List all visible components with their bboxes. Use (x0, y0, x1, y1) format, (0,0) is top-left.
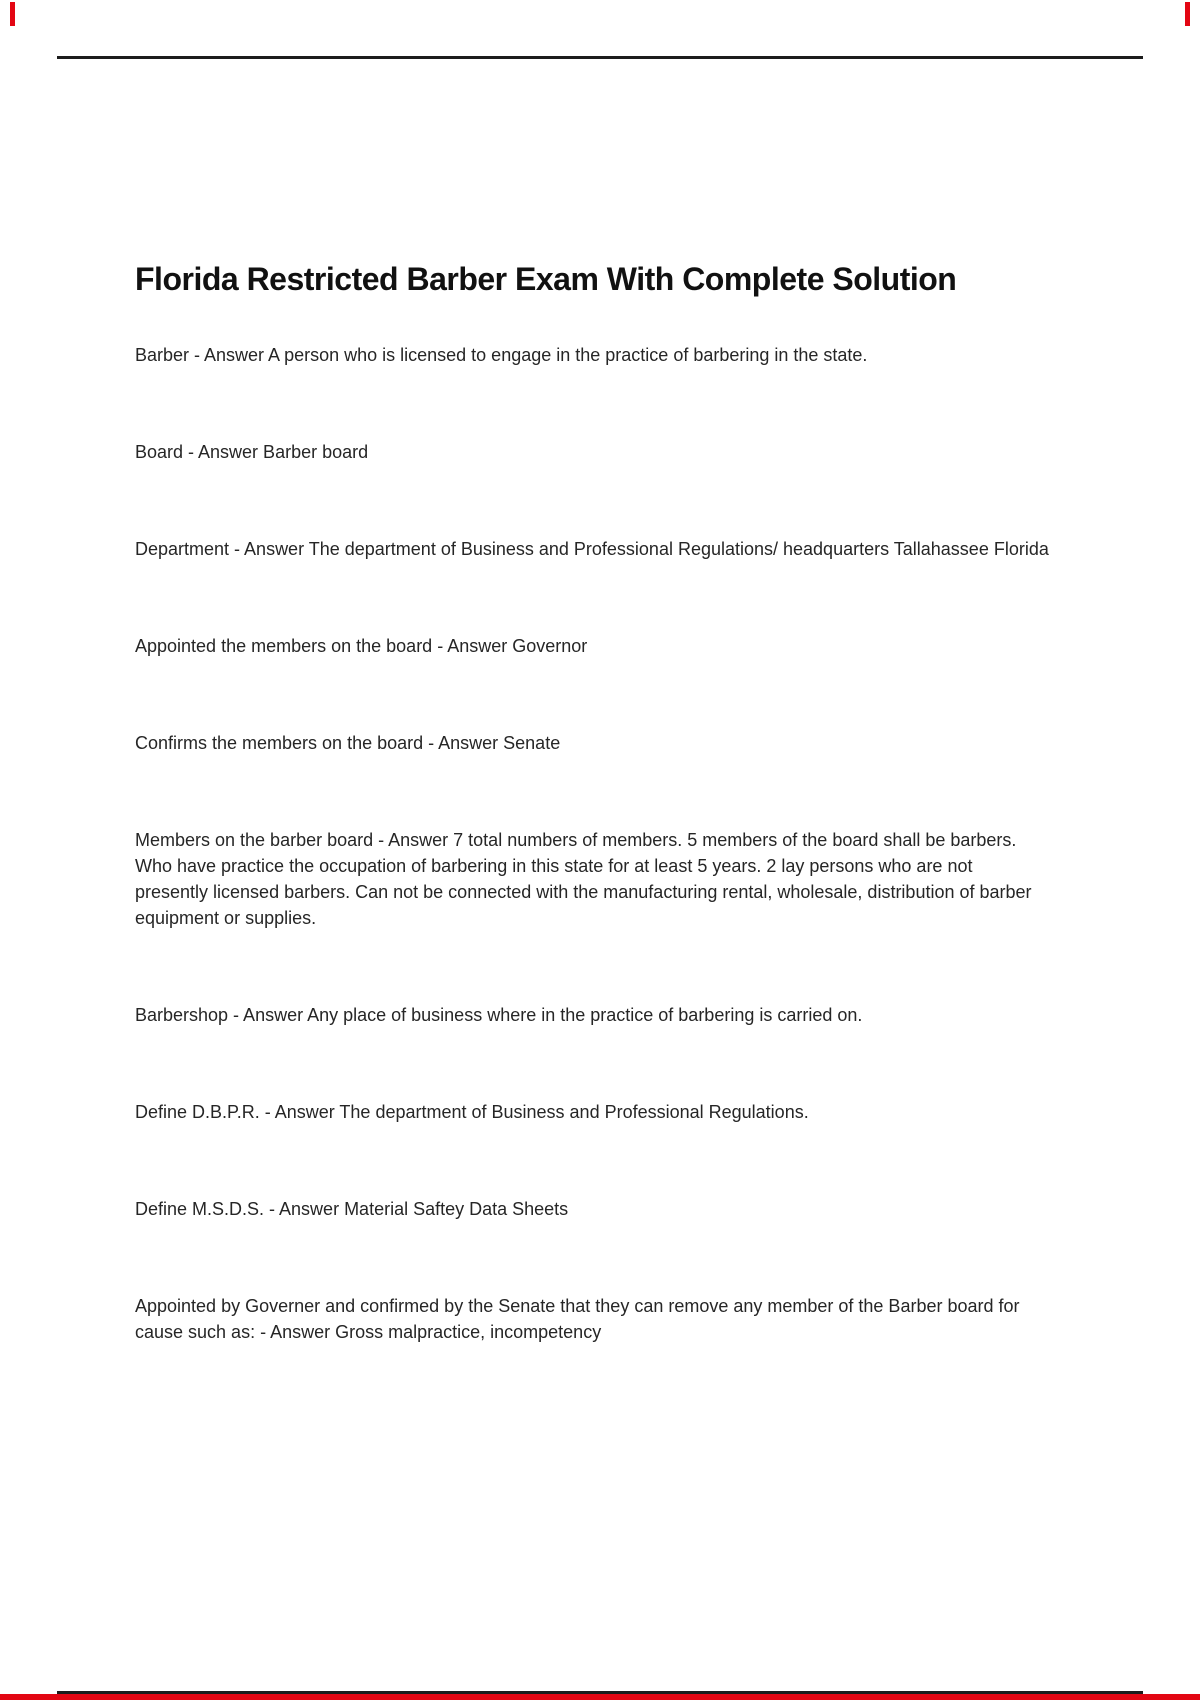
qa-paragraph-define-msds: Define M.S.D.S. - Answer Material Saftey Data Sheets (135, 1199, 569, 1219)
page-title: Florida Restricted Barber Exam With Complete Solution (135, 261, 957, 297)
qa-paragraph-board: Board - Answer Barber board (135, 442, 369, 462)
page-cut-marker-top-left (10, 2, 15, 26)
qa-paragraph-confirms-members: Confirms the members on the board - Answer Senate (135, 733, 561, 753)
qa-paragraph-define-dbpr: Define D.B.P.R. - Answer The department of Business and Professional Regulations. (135, 1102, 809, 1122)
qa-paragraph-removal-for-cause: Appointed by Governer and confirmed by the Senate that they can remove any member of the Barber board for cause such as: - Answer Gross malpractice, incompetency (135, 1296, 1020, 1342)
page-cut-marker-bottom (0, 1694, 1200, 1700)
qa-paragraph-barber: Barber - Answer A person who is licensed to engage in the practice of barbering in the state. (135, 345, 868, 365)
page-cut-marker-top-right (1185, 2, 1190, 26)
qa-paragraph-barbershop: Barbershop - Answer Any place of business where in the practice of barbering is carried on. (135, 1005, 863, 1025)
qa-paragraph-appointed-members: Appointed the members on the board - Answer Governor (135, 636, 588, 656)
document-content (135, 0, 1050, 1345)
qa-paragraph-department: Department - Answer The department of Business and Professional Regulations/ headquarters Tallahassee Florida (135, 539, 1049, 559)
qa-paragraph-members-on-board: Members on the barber board - Answer 7 total numbers of members. 5 members of the board shall be barbers. Who have practice the occupation of barbering in this state for at least 5 years. 2 lay persons who are not presently licensed barbers. Can not be connected with the manufacturing rental, wholesale, distribution of barber equipment or supplies. (135, 830, 1032, 928)
